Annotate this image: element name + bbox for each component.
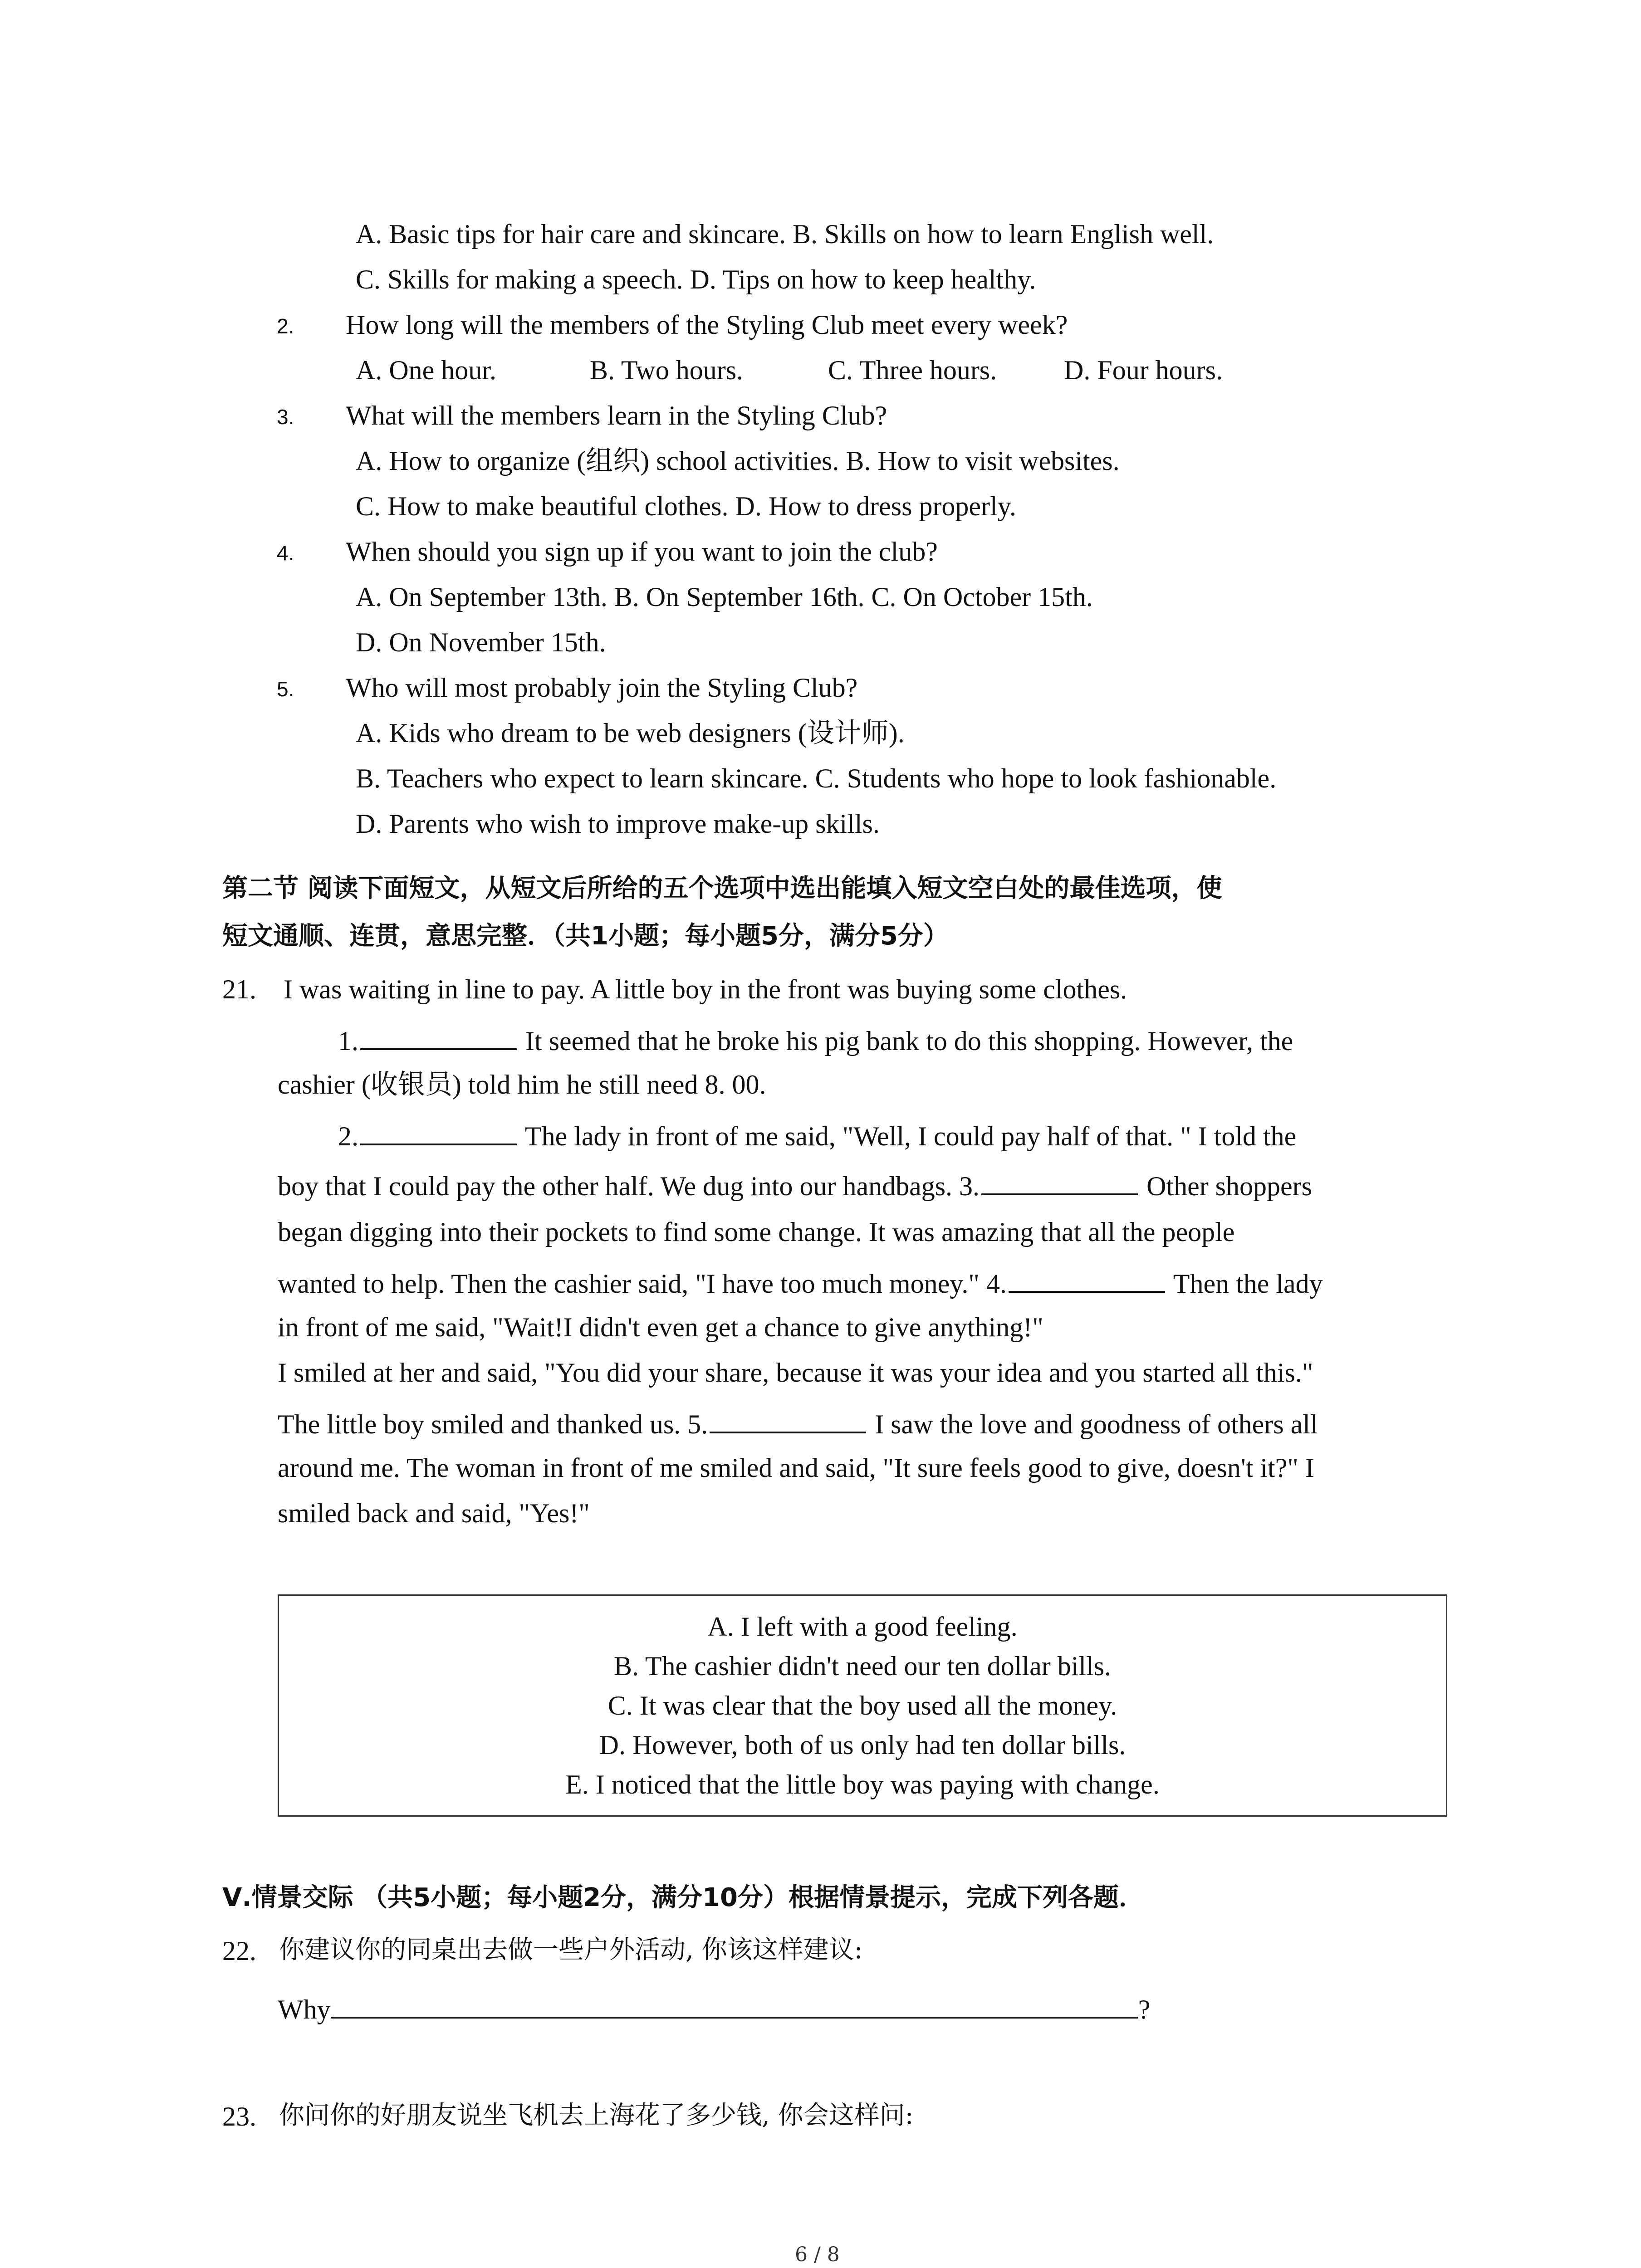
q21-option-c: C. It was clear that the boy used all the money. bbox=[607, 1690, 1117, 1721]
q21-paragraph2-line1 bbox=[338, 1118, 1296, 1153]
q21-paragraph3-line2 bbox=[278, 1406, 1318, 1441]
q2-option-d: D. Four hours. bbox=[1064, 355, 1223, 385]
section2-heading-line2: 短文通顺、连贯，意思完整．（共1小题；每小题5分，满分5分） bbox=[222, 921, 949, 951]
page-number: 6 / 8 bbox=[795, 2243, 840, 2266]
q21-paragraph1-line1 bbox=[338, 1023, 1293, 1057]
blank-4[interactable] bbox=[1009, 1266, 1165, 1293]
q2-number: 2. bbox=[277, 314, 294, 338]
q4-options-line2: D. On November 15th. bbox=[356, 627, 606, 657]
q21-p2-line2-tail: Other shoppers bbox=[1146, 1171, 1312, 1201]
q21-option-b: B. The cashier didn't need our ten dollar bills. bbox=[613, 1651, 1112, 1681]
q21-p2-line4-tail: Then the lady bbox=[1173, 1269, 1323, 1299]
q23-prompt: 你问你的好朋友说坐飞机去上海花了多少钱, 你会这样问: bbox=[279, 2101, 914, 2130]
section5-heading: Ⅴ.情景交际 （共5小题；每小题2分，满分10分）根据情景提示，完成下列各题． bbox=[222, 1883, 1144, 1912]
q4-options-line1: A. On September 13th. B. On September 16th. C. On October 15th. bbox=[356, 582, 1093, 612]
blank-1[interactable] bbox=[360, 1023, 517, 1050]
q2-option-c: C. Three hours. bbox=[828, 355, 997, 385]
q21-paragraph2-line5: in front of me said, "Wait!I didn't even get a chance to give anything!" bbox=[278, 1312, 1043, 1342]
q23-number: 23. bbox=[222, 2102, 256, 2131]
q22-prompt: 你建议你的同桌出去做一些户外活动, 你该这样建议: bbox=[279, 1935, 863, 1965]
q21-p2-line4-text: wanted to help. Then the cashier said, "I have too much money." 4. bbox=[278, 1269, 1007, 1299]
q5-question: Who will most probably join the Styling Club? bbox=[346, 673, 858, 703]
q21-intro: I was waiting in line to pay. A little boy in the front was buying some clothes. bbox=[284, 974, 1127, 1004]
q3-options-line1: A. How to organize (组织) school activities. B. How to visit websites. bbox=[356, 446, 1120, 476]
q2-option-a: A. One hour. bbox=[356, 355, 496, 385]
blank-2-number: 2. bbox=[338, 1121, 358, 1151]
q21-p2-line2-text: boy that I could pay the other half. We dug into our handbags. 3. bbox=[278, 1171, 980, 1201]
q21-options-box bbox=[278, 1594, 1447, 1817]
q1-options-line1: A. Basic tips for hair care and skincare. B. Skills on how to learn English well. bbox=[356, 219, 1214, 249]
blank-2[interactable] bbox=[360, 1118, 517, 1145]
blank-5[interactable] bbox=[710, 1406, 866, 1433]
q2-question: How long will the members of the Styling Club meet every week? bbox=[346, 310, 1068, 340]
q1-options-line2: C. Skills for making a speech. D. Tips on how to keep healthy. bbox=[356, 264, 1036, 294]
q5-options-line1: A. Kids who dream to be web designers (设计师). bbox=[356, 718, 905, 748]
q3-options-line2: C. How to make beautiful clothes. D. How to dress properly. bbox=[356, 491, 1016, 521]
q5-options-line2: B. Teachers who expect to learn skincare. C. Students who hope to look fashionable. bbox=[356, 763, 1277, 793]
q3-question: What will the members learn in the Styling Club? bbox=[346, 401, 887, 430]
q21-paragraph2-line2 bbox=[278, 1168, 1312, 1202]
q2-option-b: B. Two hours. bbox=[590, 355, 744, 385]
q21-paragraph2-line4 bbox=[278, 1266, 1323, 1300]
q22-answer-end: ? bbox=[1138, 1994, 1151, 2024]
q22-number: 22. bbox=[222, 1936, 256, 1966]
q21-option-a: A. I left with a good feeling. bbox=[707, 1611, 1018, 1642]
q22-answer-start: Why bbox=[278, 1994, 331, 2024]
q22-answer-blank[interactable] bbox=[331, 1991, 1138, 2019]
q5-options-line3: D. Parents who wish to improve make-up skills. bbox=[356, 809, 880, 839]
q21-number: 21. bbox=[222, 974, 256, 1004]
q21-paragraph3-line1: I smiled at her and said, "You did your share, because it was your idea and you started all this." bbox=[278, 1358, 1313, 1388]
q21-option-e: E. I noticed that the little boy was paying with change. bbox=[565, 1769, 1160, 1799]
q22-answer-line bbox=[278, 1991, 1150, 2026]
q21-paragraph3-line3: around me. The woman in front of me smiled and said, "It sure feels good to give, doesn't it?" I bbox=[278, 1453, 1314, 1483]
q5-number: 5. bbox=[277, 677, 294, 701]
q21-p3-line2-text: The little boy smiled and thanked us. 5. bbox=[278, 1409, 708, 1439]
q3-number: 3. bbox=[277, 405, 294, 429]
q4-question: When should you sign up if you want to join the club? bbox=[346, 537, 938, 567]
q4-number: 4. bbox=[277, 541, 294, 565]
q21-option-d: D. However, both of us only had ten dollar bills. bbox=[599, 1730, 1126, 1760]
blank-1-number: 1. bbox=[338, 1026, 358, 1056]
section2-heading-line1: 第二节 阅读下面短文，从短文后所给的五个选项中选出能填入短文空白处的最佳选项，使 bbox=[222, 874, 1222, 903]
q21-paragraph2-line3: began digging into their pockets to find some change. It was amazing that all the people bbox=[278, 1217, 1235, 1247]
q21-p3-line2-tail: I saw the love and goodness of others all bbox=[875, 1409, 1318, 1439]
q21-p1-text: It seemed that he broke his pig bank to do this shopping. However, the bbox=[525, 1026, 1293, 1056]
q21-p2-text: The lady in front of me said, "Well, I could pay half of that. " I told the bbox=[524, 1121, 1297, 1151]
blank-3[interactable] bbox=[981, 1168, 1138, 1195]
q21-paragraph1-line2: cashier (收银员) told him he still need 8. 00. bbox=[278, 1070, 766, 1100]
q21-paragraph3-line4: smiled back and said, "Yes!" bbox=[278, 1498, 590, 1528]
